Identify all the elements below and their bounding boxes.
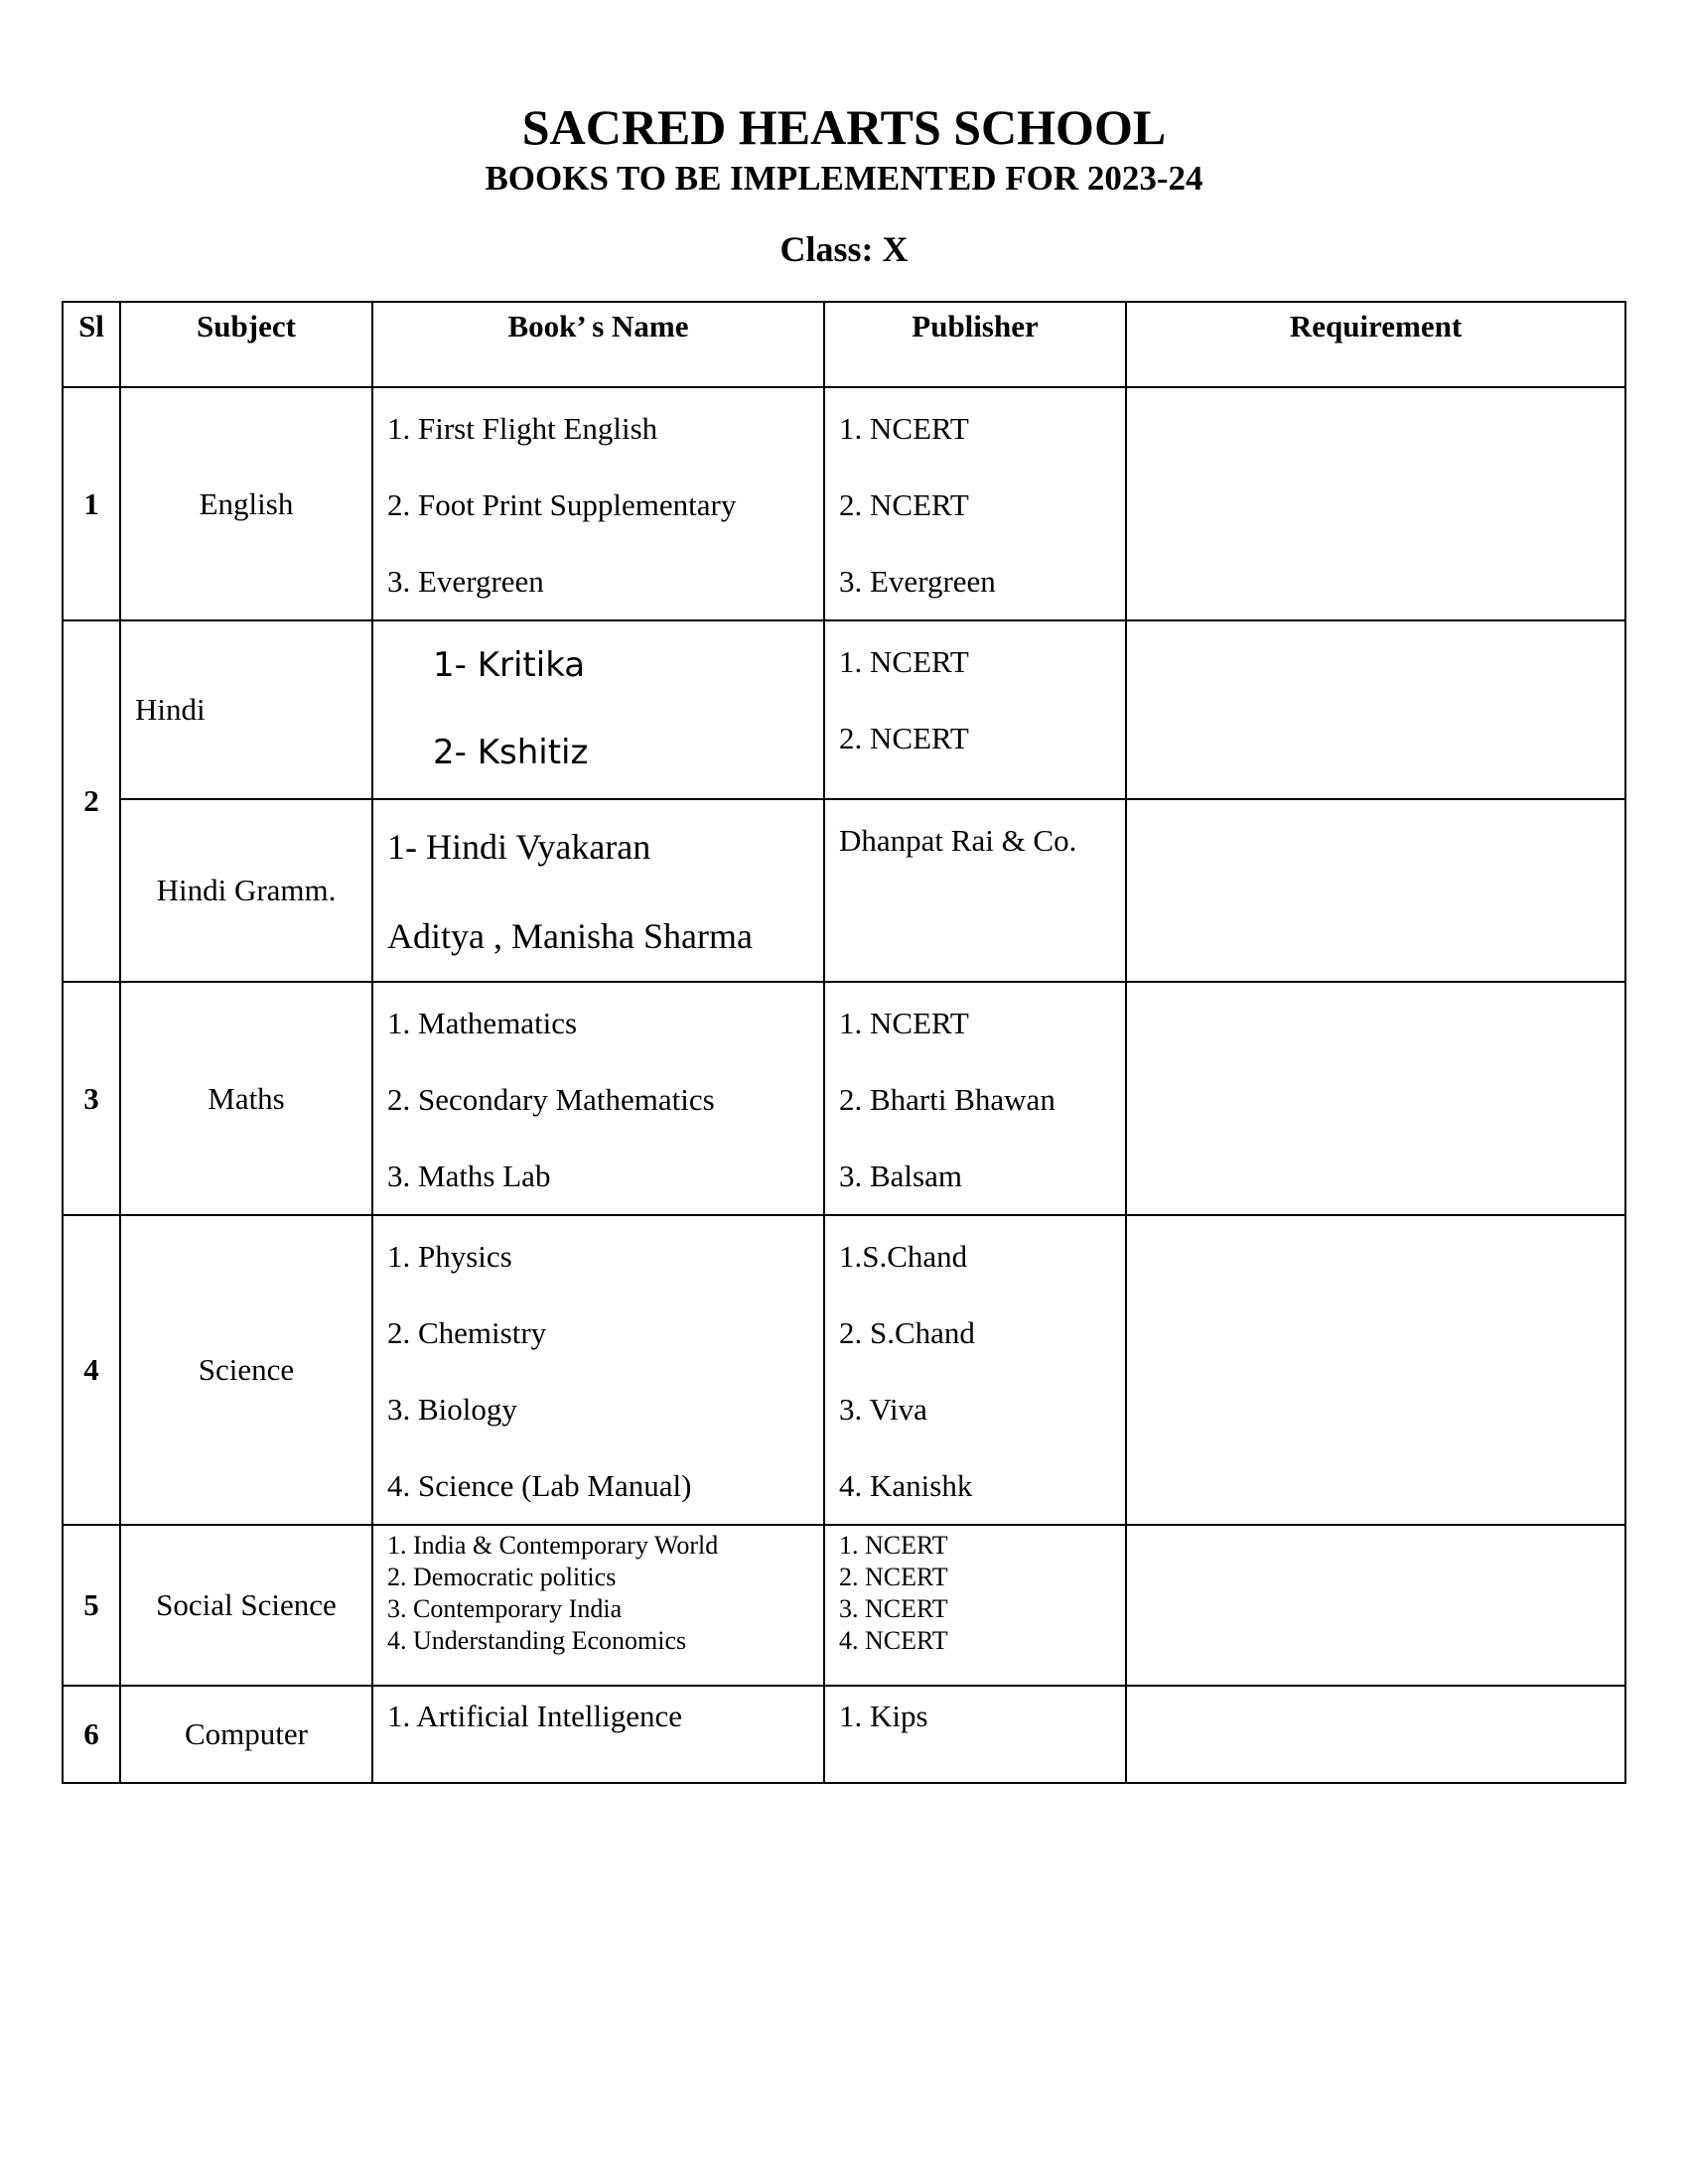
publisher-name: 2. S.Chand [839,1315,975,1350]
publisher-name: 4. Kanishk [839,1468,973,1503]
book-title: 2- Kshitiz [433,733,589,772]
requirement-cell [1126,387,1625,620]
table-row-maths [63,982,1625,1215]
book-list-cell [372,1525,824,1686]
book-title: 3. Evergreen [387,564,544,599]
book-title: 1. Physics [387,1239,512,1274]
publisher-name: 4. NCERT [839,1626,948,1655]
school-name: SACRED HEARTS SCHOOL [521,99,1167,155]
publisher-list-cell [824,620,1126,799]
book-list-cell [372,387,824,620]
book-title: 4. Understanding Economics [387,1626,687,1655]
requirement-cell [1126,1686,1625,1783]
serial-number: 6 [63,1686,120,1783]
book-list-cell [372,620,824,799]
publisher-name: 1. NCERT [839,1006,969,1040]
subject-name: English [120,387,372,620]
book-list-cell [372,799,824,982]
publisher-name: 1.S.Chand [839,1239,968,1274]
book-title: 1. India & Contemporary World [387,1531,719,1560]
serial-number: 5 [63,1525,120,1686]
column-header-requirement: Requirement [1126,302,1625,387]
book-list-cell [372,982,824,1215]
book-title: 1. First Flight English [387,411,658,446]
book-list-table [62,301,1626,1784]
publisher-name: 3. NCERT [839,1594,948,1623]
publisher-list-cell [824,1686,1126,1783]
requirement-cell [1126,982,1625,1215]
class-label: Class: X [779,229,909,269]
requirement-cell [1126,620,1625,799]
publisher-name: 1. NCERT [839,644,969,679]
book-title: 3. Biology [387,1392,517,1427]
publisher-name: 1. NCERT [839,1531,948,1560]
book-title: 1. Artificial Intelligence [387,1699,682,1733]
subject-name: Science [120,1215,372,1525]
publisher-list-cell [824,799,1126,982]
document-subtitle: BOOKS TO BE IMPLEMENTED FOR 2023-24 [485,159,1203,198]
publisher-name: 1. NCERT [839,411,969,446]
publisher-name: 2. NCERT [839,487,969,522]
table-row-social-science [63,1525,1625,1686]
publisher-name: 2. NCERT [839,1563,948,1591]
table-row-hindi [63,620,1625,799]
book-title: 2. Chemistry [387,1315,547,1350]
serial-number: 2 [63,620,120,982]
book-title: 2. Foot Print Supplementary [387,487,737,522]
book-title: 3. Maths Lab [387,1159,551,1193]
book-title: 2. Democratic politics [387,1563,617,1591]
publisher-name: 3. Evergreen [839,564,996,599]
publisher-list-cell [824,1215,1126,1525]
book-author: Aditya , Manisha Sharma [387,916,753,956]
subject-name: Social Science [120,1525,372,1686]
requirement-cell [1126,1525,1625,1686]
book-title: 1- Kritika [433,645,586,685]
column-header-publisher: Publisher [824,302,1126,387]
publisher-list-cell [824,1525,1126,1686]
serial-number: 4 [63,1215,120,1525]
publisher-name: 1. Kips [839,1699,928,1733]
book-title: 4. Science (Lab Manual) [387,1468,692,1503]
requirement-cell [1126,1215,1625,1525]
column-header-subject: Subject [120,302,372,387]
subject-name: Hindi [120,620,372,799]
table-row-english [63,387,1625,620]
book-title: 3. Contemporary India [387,1594,623,1623]
serial-number: 1 [63,387,120,620]
publisher-name: 3. Balsam [839,1159,962,1193]
book-list-cell [372,1215,824,1525]
publisher-list-cell [824,387,1126,620]
table-row-hindi-grammar [63,799,1625,982]
book-list-cell [372,1686,824,1783]
column-header-sl: Sl [63,302,120,387]
subject-name: Computer [120,1686,372,1783]
publisher-name: 2. Bharti Bhawan [839,1082,1055,1117]
table-row-science [63,1215,1625,1525]
book-title: 1. Mathematics [387,1006,578,1040]
publisher-name: 2. NCERT [839,721,969,755]
table-row-computer [63,1686,1625,1783]
publisher-name: 3. Viva [839,1392,927,1427]
subject-name: Hindi Gramm. [120,799,372,982]
column-header-book-name: Book’ s Name [372,302,824,387]
publisher-list-cell [824,982,1126,1215]
book-title: 2. Secondary Mathematics [387,1082,715,1117]
publisher-name: Dhanpat Rai & Co. [839,823,1077,858]
serial-number: 3 [63,982,120,1215]
book-title: 1- Hindi Vyakaran [387,827,651,867]
subject-name: Maths [120,982,372,1215]
table-header-row [63,302,1625,387]
requirement-cell [1126,799,1625,982]
